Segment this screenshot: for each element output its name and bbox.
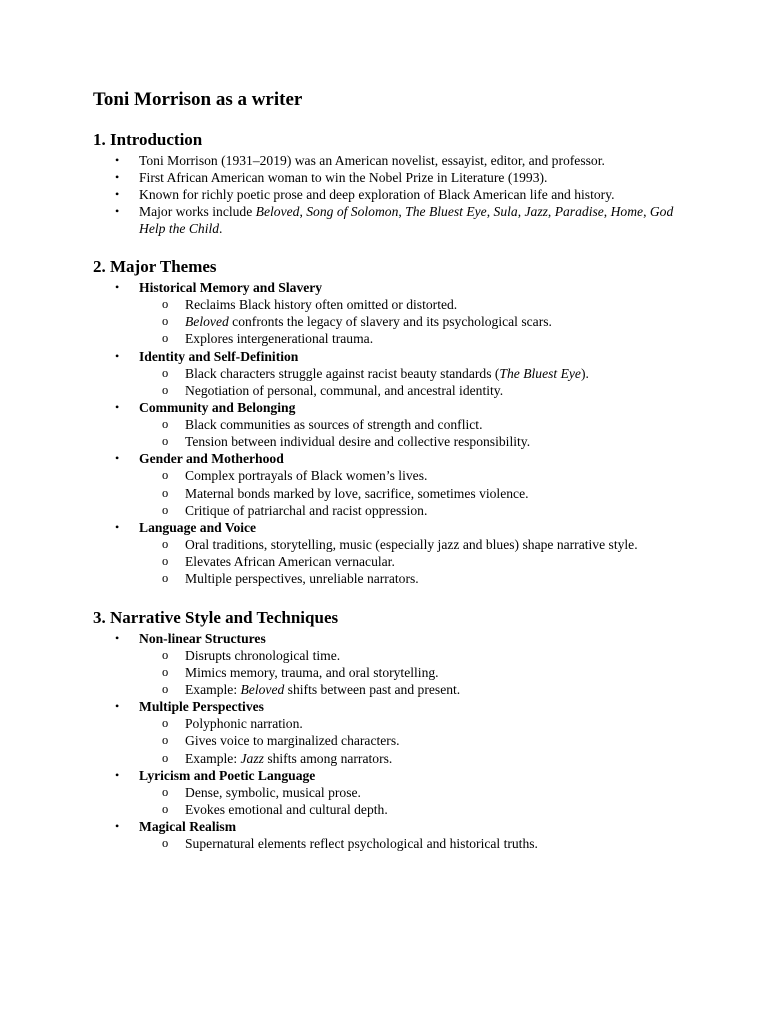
sub-bullet: o: [162, 647, 169, 662]
bullet: •: [115, 204, 120, 218]
sub-bullet: o: [162, 314, 169, 329]
group-title: Community and Belonging: [139, 400, 296, 416]
work-title: Home: [610, 204, 644, 219]
sub-list: [139, 296, 683, 348]
sub-bullet: o: [162, 468, 169, 483]
work-title: The Bluest Eye: [405, 204, 487, 219]
theme-group: [93, 279, 683, 348]
group-title: Language and Voice: [139, 520, 257, 536]
work-title: Paradise: [554, 204, 604, 219]
list-item: • First African American woman to win the Nobel Prize in Literature (1993).: [115, 170, 548, 185]
group-title: Lyricism and Poetic Language: [139, 767, 316, 783]
sub-list: [139, 416, 683, 450]
sub-bullet: o: [162, 571, 169, 586]
work-title: Sula: [493, 204, 518, 219]
bullet: •: [115, 280, 120, 294]
sub-bullet: o: [162, 331, 169, 346]
sub-bullet: o: [162, 297, 169, 311]
work-title: God Help the Child: [139, 204, 674, 236]
sub-bullet: o: [162, 502, 169, 517]
sub-bullet: o: [162, 716, 169, 731]
sub-list: [139, 784, 683, 818]
work-title: The Bluest Eye: [499, 365, 581, 381]
document-page: [93, 86, 683, 852]
narrative-list: [93, 630, 683, 853]
sub-bullet: o: [162, 537, 169, 552]
bullet: •: [115, 520, 120, 535]
theme-group: [93, 450, 683, 519]
sub-bullet: o: [162, 554, 169, 569]
theme-group: [93, 698, 683, 767]
sub-list-item: o Elevates African American vernacular.: [162, 554, 395, 570]
work-title: Jazz: [524, 204, 548, 219]
sub-list-item: o Explores intergenerational trauma.: [162, 331, 374, 347]
bullet: •: [115, 348, 120, 363]
sub-list: [139, 536, 683, 588]
sub-list-item: o Beloved confronts the legacy of slavery and its psychological scars.: [162, 314, 552, 330]
sub-list-item: o Evokes emotional and cultural depth.: [162, 802, 388, 818]
document-title: Toni Morrison as a writer: [93, 89, 303, 110]
sub-list: [139, 365, 683, 399]
group-title: Magical Realism: [139, 819, 237, 835]
section-heading-introduction: 1. Introduction: [93, 130, 203, 149]
group-title: Multiple Perspectives: [139, 699, 264, 715]
theme-group: [93, 767, 683, 818]
sub-list-item: o Oral traditions, storytelling, music (especially jazz and blues) shape narrative style.: [162, 537, 638, 553]
sub-bullet: o: [162, 802, 169, 817]
theme-group: [93, 399, 683, 450]
bullet: •: [115, 187, 120, 201]
sub-list: [139, 835, 683, 852]
list-item: • Toni Morrison (1931–2019) was an American novelist, essayist, editor, and professor.: [115, 153, 605, 168]
sub-list-item: o Mimics memory, trauma, and oral storytelling.: [162, 664, 439, 680]
sub-bullet: o: [162, 682, 169, 697]
sub-bullet: o: [162, 784, 169, 799]
sub-bullet: o: [162, 733, 169, 748]
theme-group: [93, 519, 683, 588]
sub-list-item: o Example: Jazz shifts among narrators.: [162, 750, 393, 766]
sub-list-item: o Supernatural elements reflect psychological and historical truths.: [162, 836, 538, 852]
work-title: Beloved: [185, 314, 229, 330]
section-heading-narrative: 3. Narrative Style and Techniques: [93, 607, 339, 627]
sub-list-item: o Dense, symbolic, musical prose.: [162, 784, 361, 800]
sub-list-item: o Tension between individual desire and collective responsibility.: [162, 434, 531, 450]
group-title: Identity and Self-Definition: [139, 348, 299, 364]
sub-list-item: o Complex portrayals of Black women’s lives.: [162, 468, 428, 484]
sub-bullet: o: [162, 434, 169, 449]
sub-list-item: o Reclaims Black history often omitted or distorted.: [162, 297, 458, 312]
themes-list: [93, 279, 683, 588]
sub-bullet: o: [162, 750, 169, 765]
section-heading-themes: 2. Major Themes: [93, 257, 217, 276]
sub-list-item: o Black characters struggle against racist beauty standards (The Bluest Eye).: [162, 365, 589, 381]
work-title: Song of Solomon: [306, 204, 399, 219]
bullet: •: [115, 153, 120, 167]
sub-list-item: o Critique of patriarchal and racist oppression.: [162, 502, 428, 518]
group-title: Gender and Motherhood: [139, 451, 284, 467]
sub-bullet: o: [162, 836, 169, 851]
sub-list-item: o Multiple perspectives, unreliable narrators.: [162, 571, 419, 587]
theme-group: [93, 348, 683, 399]
sub-bullet: o: [162, 417, 169, 432]
sub-list: [139, 647, 683, 699]
bullet: •: [115, 170, 120, 184]
sub-list: [139, 715, 683, 767]
sub-list-item: o Gives voice to marginalized characters.: [162, 733, 400, 749]
group-title: Non-linear Structures: [139, 630, 266, 646]
sub-list-item: o Polyphonic narration.: [162, 716, 303, 732]
sub-list-item: o Disrupts chronological time.: [162, 647, 341, 663]
group-title: Historical Memory and Slavery: [139, 280, 323, 295]
work-title: Jazz: [240, 750, 264, 766]
sub-list-item: o Example: Beloved shifts between past and present.: [162, 682, 461, 698]
theme-group: [93, 818, 683, 852]
introduction-list: [93, 152, 683, 237]
bullet: •: [115, 699, 120, 714]
major-works: Beloved, Song of Solomon, The Bluest Eye, Sula, Jazz, Paradise, Home, God Help the Child.: [139, 204, 674, 236]
bullet: •: [115, 630, 120, 645]
sub-bullet: o: [162, 485, 169, 500]
list-item-major-works: • Major works include Beloved, Song of Solomon, The Bluest Eye, Sula, Jazz, Paradise, Home, God Help the Child.: [115, 204, 674, 236]
bullet: •: [115, 451, 120, 466]
sub-list-item: o Negotiation of personal, communal, and ancestral identity.: [162, 382, 504, 398]
work-title: Beloved: [255, 204, 300, 219]
theme-group: [93, 630, 683, 699]
bullet: •: [115, 400, 120, 415]
bullet: •: [115, 819, 120, 834]
sub-list: [139, 467, 683, 519]
sub-bullet: o: [162, 365, 169, 380]
sub-list-item: o Maternal bonds marked by love, sacrifice, sometimes violence.: [162, 485, 529, 501]
sub-list-item: o Black communities as sources of strength and conflict.: [162, 417, 483, 433]
sub-bullet: o: [162, 664, 169, 679]
bullet: •: [115, 767, 120, 782]
list-item: • Known for richly poetic prose and deep exploration of Black American life and history.: [115, 187, 615, 202]
sub-bullet: o: [162, 382, 169, 397]
work-title: Beloved: [240, 682, 285, 698]
